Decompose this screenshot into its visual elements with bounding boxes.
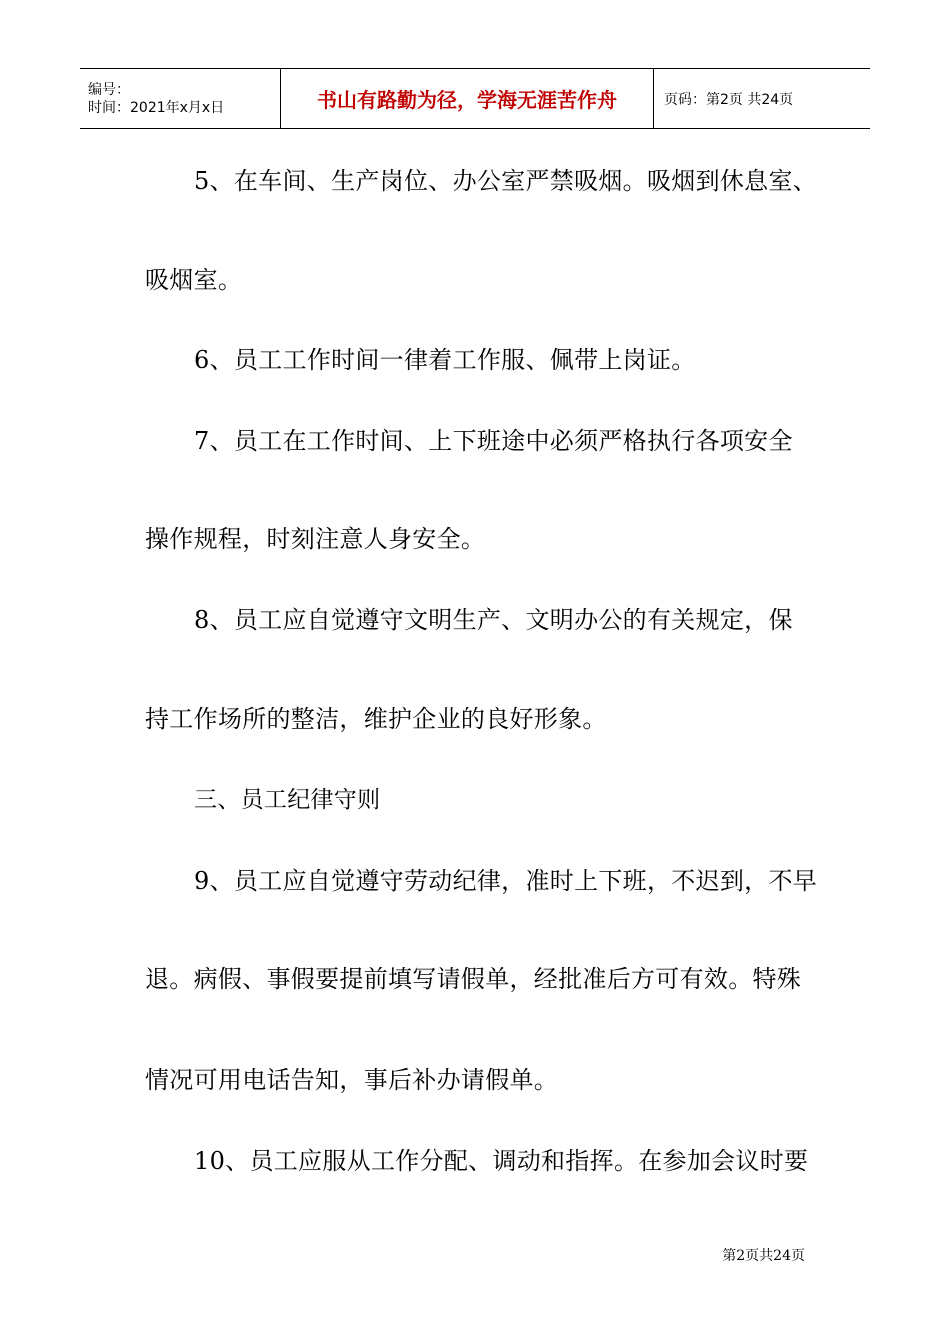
header-meta: [80, 69, 281, 128]
header-page: [654, 69, 870, 128]
paragraph-9-line-2: 退。病假、事假要提前填写请假单，经批准后方可有效。特殊: [145, 965, 802, 993]
number-label: 编号：: [88, 81, 130, 98]
motto-text: 书山有路勤为径，学海无涯苦作舟: [317, 88, 617, 112]
paragraph-8-line-2: 持工作场所的整洁，维护企业的良好形象。: [145, 705, 607, 733]
paragraph-7-line-1: 7、员工在工作时间、上下班途中必须严格执行各项安全: [194, 427, 793, 455]
time-label: 时间：2021年x月x日: [88, 99, 225, 116]
paragraph-6: 6、员工工作时间一律着工作服、佩带上岗证。: [194, 346, 696, 374]
paragraph-5-line-1: 5、在车间、生产岗位、办公室严禁吸烟。吸烟到休息室、: [194, 167, 818, 195]
page-footer: 第2页共24页: [722, 1248, 805, 1264]
header-motto: [281, 69, 654, 128]
paragraph-10-line-1: 10、员工应服从工作分配、调动和指挥。在参加会议时要: [194, 1147, 809, 1175]
header-table: [80, 68, 870, 129]
paragraph-9-line-3: 情况可用电话告知，事后补办请假单。: [145, 1066, 559, 1094]
paragraph-7-line-2: 操作规程，时刻注意人身安全。: [145, 525, 486, 553]
paragraph-8-line-1: 8、员工应自觉遵守文明生产、文明办公的有关规定，保: [194, 606, 793, 634]
paragraph-5-line-2: 吸烟室。: [145, 266, 243, 294]
section-heading: 三、员工纪律守则: [194, 787, 381, 813]
page-label: 页码：第2页 共24页: [664, 91, 794, 108]
paragraph-9-line-1: 9、员工应自觉遵守劳动纪律，准时上下班，不迟到，不早: [194, 867, 818, 895]
